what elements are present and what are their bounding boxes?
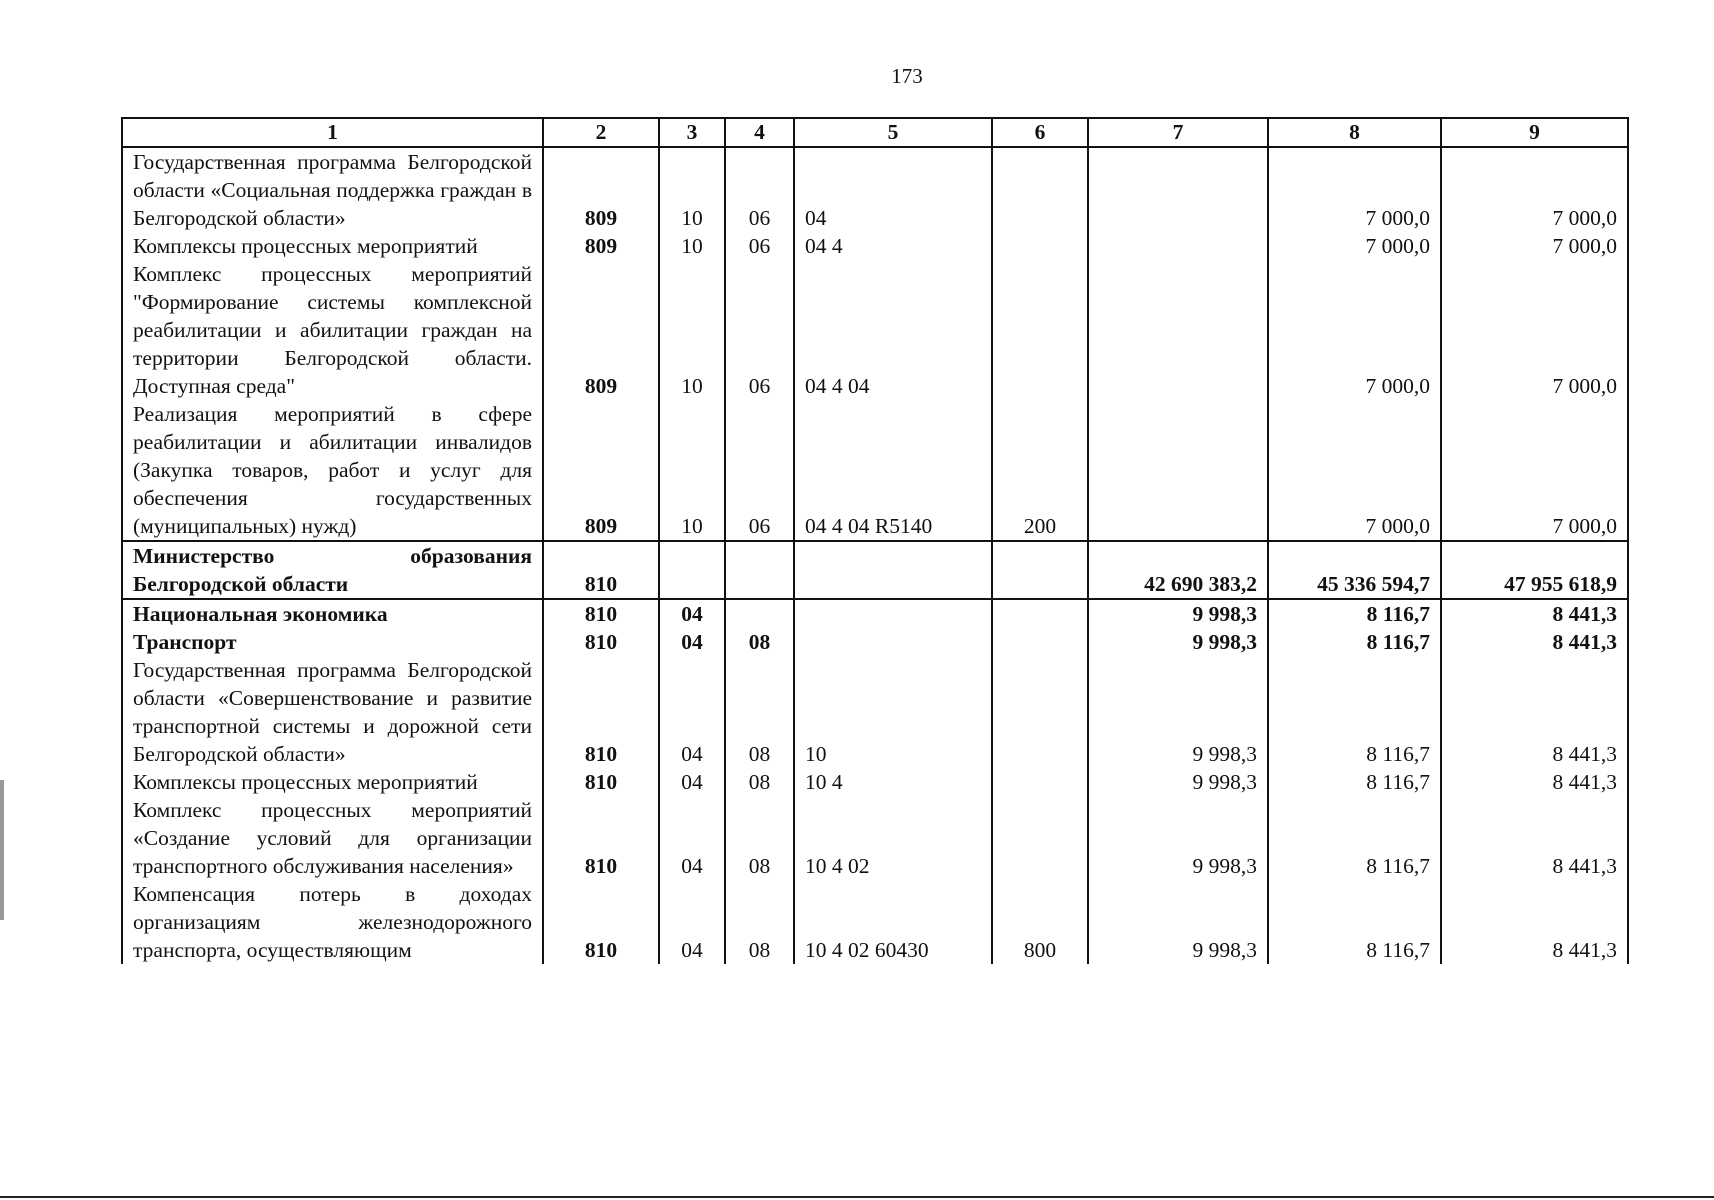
target-article-cell: 10 4: [794, 768, 992, 796]
expense-type-cell: [992, 260, 1088, 400]
subsection-code-cell: 08: [725, 768, 794, 796]
ved-code-cell: 809: [543, 147, 659, 232]
amount-col7-cell: 9 998,3: [1088, 796, 1268, 880]
amount-col8-cell: 7 000,0: [1268, 400, 1441, 541]
table-row: [122, 656, 1628, 768]
row-name-cell: Комплекс процессных мероприятий «Создание условий для организации транспортного обслуживания населения»: [122, 796, 543, 880]
section-code-cell: 10: [659, 260, 725, 400]
expense-type-cell: [992, 768, 1088, 796]
section-code-cell: 04: [659, 768, 725, 796]
row-name-cell: Комплекс процессных мероприятий "Формирование системы комплексной реабилитации и абилитации граждан на территории Белгородской области. Доступная среда": [122, 260, 543, 400]
section-code-cell: 10: [659, 400, 725, 541]
row-name-cell: Комплексы процессных мероприятий: [122, 768, 543, 796]
amount-col7-cell: 42 690 383,2: [1088, 541, 1268, 599]
subsection-code-cell: 06: [725, 260, 794, 400]
amount-col7-cell: 9 998,3: [1088, 880, 1268, 964]
amount-col9-cell: 7 000,0: [1441, 147, 1628, 232]
row-name-cell: Национальная экономика: [122, 599, 543, 628]
column-header: 7: [1088, 118, 1268, 147]
target-article-cell: [794, 599, 992, 628]
subsection-code-cell: 06: [725, 232, 794, 260]
table-row: [122, 599, 1628, 628]
ved-code-cell: 810: [543, 656, 659, 768]
ved-code-cell: 809: [543, 400, 659, 541]
page-bottom-rule: [0, 1196, 1714, 1198]
expense-type-cell: [992, 232, 1088, 260]
subsection-code-cell: 08: [725, 880, 794, 964]
row-name-cell: Реализация мероприятий в сфере реабилитации и абилитации инвалидов (Закупка товаров, работ и услуг для обеспечения государственных (муниципальных) нужд): [122, 400, 543, 541]
section-code-cell: [659, 541, 725, 599]
target-article-cell: 04 4 04 R5140: [794, 400, 992, 541]
ved-code-cell: 809: [543, 232, 659, 260]
section-code-cell: 10: [659, 232, 725, 260]
target-article-cell: 04 4: [794, 232, 992, 260]
target-article-cell: 04: [794, 147, 992, 232]
target-article-cell: 04 4 04: [794, 260, 992, 400]
section-code-cell: 04: [659, 656, 725, 768]
ved-code-cell: 810: [543, 541, 659, 599]
amount-col8-cell: 8 116,7: [1268, 628, 1441, 656]
section-code-cell: 04: [659, 796, 725, 880]
budget-table: [121, 117, 1629, 964]
row-name-cell: Министерство образования Белгородской области: [122, 541, 543, 599]
section-code-cell: 04: [659, 628, 725, 656]
table-row: [122, 880, 1628, 964]
amount-col7-cell: [1088, 147, 1268, 232]
table-row: [122, 232, 1628, 260]
amount-col8-cell: 45 336 594,7: [1268, 541, 1441, 599]
subsection-code-cell: [725, 599, 794, 628]
column-header: 1: [122, 118, 543, 147]
subsection-code-cell: 06: [725, 400, 794, 541]
amount-col7-cell: 9 998,3: [1088, 656, 1268, 768]
amount-col7-cell: [1088, 260, 1268, 400]
target-article-cell: 10: [794, 656, 992, 768]
subsection-code-cell: 08: [725, 796, 794, 880]
target-article-cell: 10 4 02: [794, 796, 992, 880]
target-article-cell: [794, 628, 992, 656]
amount-col9-cell: 7 000,0: [1441, 260, 1628, 400]
page-number: 173: [891, 64, 923, 88]
budget-table-wrapper: [121, 117, 1629, 964]
table-row: [122, 260, 1628, 400]
table-row: [122, 541, 1628, 599]
amount-col8-cell: 8 116,7: [1268, 796, 1441, 880]
amount-col7-cell: 9 998,3: [1088, 768, 1268, 796]
table-row: [122, 147, 1628, 232]
ved-code-cell: 810: [543, 628, 659, 656]
row-name-cell: Государственная программа Белгородской области «Социальная поддержка граждан в Белгородской области»: [122, 147, 543, 232]
table-row: [122, 400, 1628, 541]
scan-edge-mark: [0, 780, 4, 920]
ved-code-cell: 810: [543, 880, 659, 964]
amount-col9-cell: 8 441,3: [1441, 599, 1628, 628]
table-row: [122, 628, 1628, 656]
amount-col7-cell: 9 998,3: [1088, 599, 1268, 628]
ved-code-cell: 810: [543, 599, 659, 628]
amount-col7-cell: [1088, 400, 1268, 541]
expense-type-cell: [992, 147, 1088, 232]
amount-col8-cell: 8 116,7: [1268, 656, 1441, 768]
column-header: 2: [543, 118, 659, 147]
row-name-cell: Компенсация потерь в доходах организациям железнодорожного транспорта, осуществляющим: [122, 880, 543, 964]
column-header: 6: [992, 118, 1088, 147]
amount-col9-cell: 8 441,3: [1441, 656, 1628, 768]
amount-col7-cell: 9 998,3: [1088, 628, 1268, 656]
column-header: 8: [1268, 118, 1441, 147]
target-article-cell: 10 4 02 60430: [794, 880, 992, 964]
column-header: 4: [725, 118, 794, 147]
row-name-cell: Комплексы процессных мероприятий: [122, 232, 543, 260]
row-name-cell: Государственная программа Белгородской области «Совершенствование и развитие транспортной системы и дорожной сети Белгородской области»: [122, 656, 543, 768]
amount-col7-cell: [1088, 232, 1268, 260]
section-code-cell: 04: [659, 599, 725, 628]
ved-code-cell: 809: [543, 260, 659, 400]
target-article-cell: [794, 541, 992, 599]
row-name-cell: Транспорт: [122, 628, 543, 656]
subsection-code-cell: [725, 541, 794, 599]
section-code-cell: 10: [659, 147, 725, 232]
amount-col8-cell: 7 000,0: [1268, 147, 1441, 232]
expense-type-cell: 200: [992, 400, 1088, 541]
amount-col8-cell: 8 116,7: [1268, 599, 1441, 628]
expense-type-cell: [992, 796, 1088, 880]
amount-col8-cell: 7 000,0: [1268, 232, 1441, 260]
table-row: [122, 768, 1628, 796]
column-header: 3: [659, 118, 725, 147]
column-header: 5: [794, 118, 992, 147]
section-code-cell: 04: [659, 880, 725, 964]
subsection-code-cell: 08: [725, 656, 794, 768]
expense-type-cell: [992, 599, 1088, 628]
expense-type-cell: [992, 656, 1088, 768]
amount-col8-cell: 8 116,7: [1268, 880, 1441, 964]
expense-type-cell: 800: [992, 880, 1088, 964]
ved-code-cell: 810: [543, 768, 659, 796]
amount-col9-cell: 7 000,0: [1441, 400, 1628, 541]
subsection-code-cell: 06: [725, 147, 794, 232]
amount-col9-cell: 7 000,0: [1441, 232, 1628, 260]
expense-type-cell: [992, 628, 1088, 656]
ved-code-cell: 810: [543, 796, 659, 880]
expense-type-cell: [992, 541, 1088, 599]
table-row: [122, 796, 1628, 880]
amount-col9-cell: 8 441,3: [1441, 628, 1628, 656]
column-header: 9: [1441, 118, 1628, 147]
amount-col9-cell: 8 441,3: [1441, 880, 1628, 964]
amount-col9-cell: 47 955 618,9: [1441, 541, 1628, 599]
amount-col8-cell: 7 000,0: [1268, 260, 1441, 400]
subsection-code-cell: 08: [725, 628, 794, 656]
header-row: [122, 118, 1628, 147]
amount-col9-cell: 8 441,3: [1441, 796, 1628, 880]
amount-col9-cell: 8 441,3: [1441, 768, 1628, 796]
amount-col8-cell: 8 116,7: [1268, 768, 1441, 796]
